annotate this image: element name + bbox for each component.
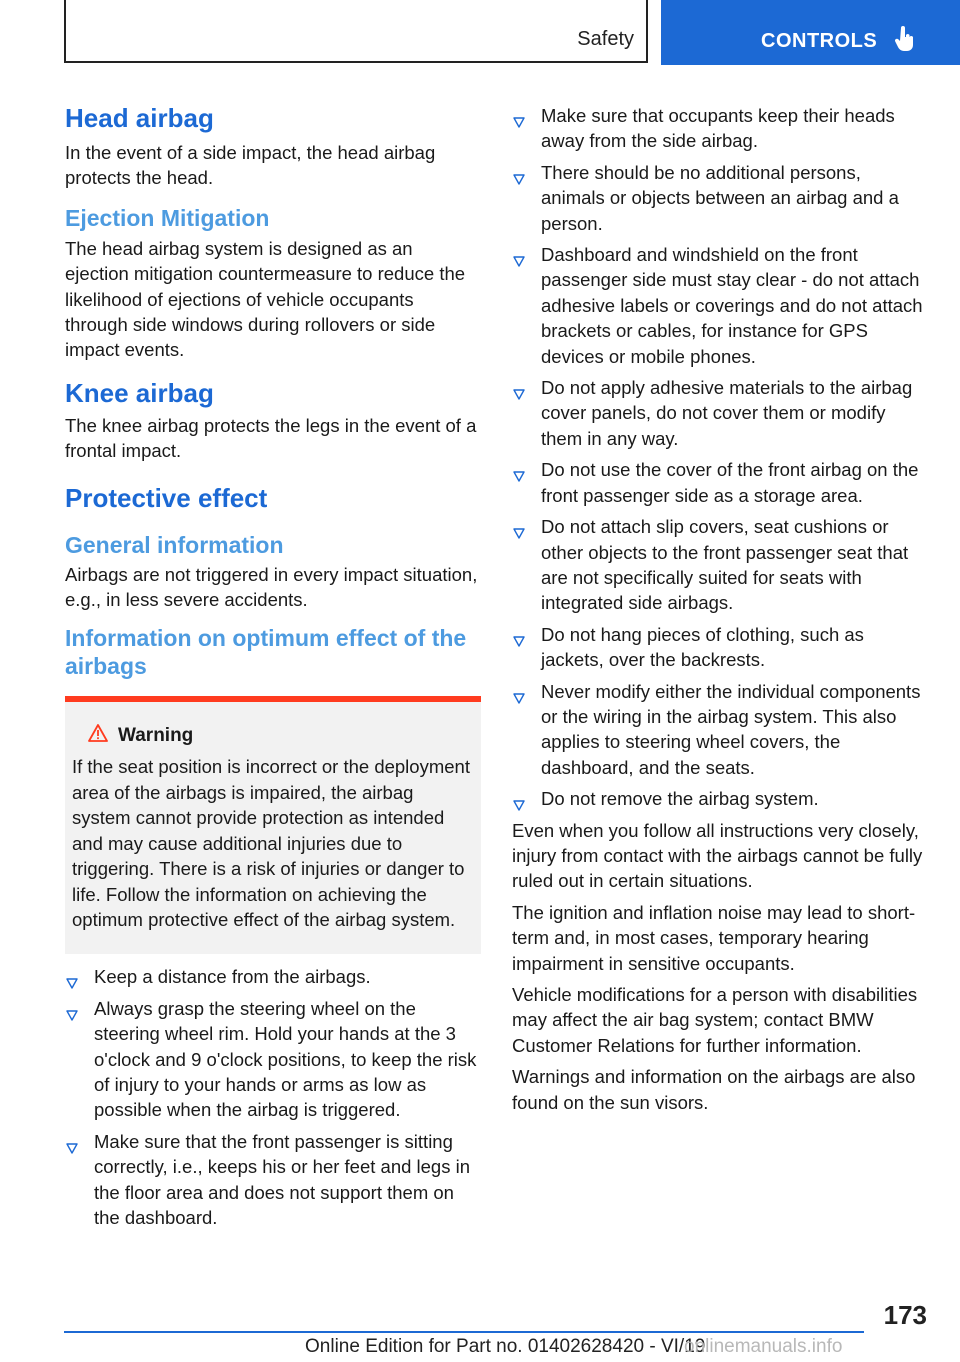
bullet-triangle-icon [513, 685, 525, 710]
list-item-text: Make sure that the front passenger is sitting correctly, i.e., keeps his or her feet and legs in the floor area and does not support them on the dashboard. [94, 1130, 471, 1228]
list-item-text: Do not apply adhesive materials to the airbag cover panels, do not cover them or modify them in any way. [541, 377, 913, 449]
list-item-text: Never modify either the individual components or the wiring in the airbag system. This also applies to steering wheel covers, the dashboard, and the seats. [541, 680, 921, 778]
right-column [512, 103, 928, 1115]
list-item [512, 242, 928, 369]
heading-head-airbag: Head airbag [65, 103, 214, 133]
footer-watermark: onlinemanuals.info [684, 1336, 843, 1357]
list-item [512, 375, 928, 451]
warning-box [65, 696, 481, 954]
text-general-information: Airbags are not triggered in every impact situation, e.g., in less severe accidents. [65, 563, 478, 611]
bullet-triangle-icon [513, 628, 525, 653]
list-item [65, 964, 481, 989]
paragraph-sun-visors: Warnings and information on the airbags are also found on the sun visors. [512, 1066, 916, 1113]
list-item [512, 514, 928, 616]
heading-ejection-mitigation: Ejection Mitigation [65, 204, 270, 231]
list-item [65, 1129, 481, 1231]
list-item [512, 679, 928, 781]
bullet-triangle-icon [66, 1002, 78, 1027]
bullet-triangle-icon [66, 970, 78, 995]
bullet-triangle-icon [513, 248, 525, 273]
list-item-text: Do not remove the airbag system. [541, 788, 819, 810]
bullet-triangle-icon [513, 109, 525, 134]
warning-title-row [88, 724, 473, 748]
heading-knee-airbag: Knee airbag [65, 377, 214, 408]
left-bullet-list [65, 964, 481, 1230]
hand-pointer-icon [895, 26, 915, 57]
bullet-triangle-icon [513, 520, 525, 545]
header-chapter-tab [661, 0, 960, 65]
list-item [512, 786, 928, 811]
list-item-text: Do not use the cover of the front airbag on the front passenger side as a storage area. [541, 459, 919, 506]
warning-triangle-icon [88, 724, 108, 748]
bullet-triangle-icon [513, 463, 525, 488]
list-item [512, 622, 928, 673]
footer-edition-text: Online Edition for Part no. 01402628420 - VI/19 [305, 1336, 706, 1357]
list-item-text: Always grasp the steering wheel on the steering wheel rim. Hold your hands at the 3 o'clock and 9 o'clock positions, to keep the risk of injury to your hands or arms as low as possible when the airbag is triggered. [94, 997, 477, 1121]
bullet-triangle-icon [513, 792, 525, 817]
header-section-box [64, 0, 648, 63]
header-section-title: Safety [577, 28, 634, 50]
paragraph-noise-note: The ignition and inflation noise may lead to short-term and, in most cases, temporary hearing impairment in sensitive occupants. [512, 901, 916, 974]
list-item [512, 103, 928, 154]
paragraph-injury-note: Even when you follow all instructions very closely, injury from contact with the airbags cannot be fully ruled out in certain situations. [512, 819, 923, 892]
list-item-text: Dashboard and windshield on the front passenger side must stay clear - do not attach adhesive labels or coverings and do not attach brackets or cables, for instance for GPS devices or mobile phones. [541, 244, 923, 367]
list-item-text: There should be no additional persons, animals or objects between an airbag and a person. [541, 161, 899, 234]
list-item-text: Do not attach slip covers, seat cushions or other objects to the front passenger seat that are not specifically suited for seats with integrated side airbags. [541, 516, 909, 614]
heading-protective-effect: Protective effect [65, 482, 268, 513]
warning-text: If the seat position is incorrect or the deployment area of the airbags is impaired, the airbag system cannot provide protection as intended and may cause additional injuries due to triggering. There is a risk of injuries or danger to life. Follow the information on achieving the optimum protective effect of the airbag system. [72, 756, 470, 930]
heading-general-information: General information [65, 531, 284, 558]
paragraph-vehicle-modifications: Vehicle modifications for a person with disabilities may affect the air bag system; contact BMW Customer Relations for further information. [512, 984, 918, 1056]
bullet-triangle-icon [66, 1135, 78, 1160]
list-item [512, 160, 928, 236]
footer-rule [64, 1331, 864, 1333]
text-ejection-mitigation: The head airbag system is designed as an ejection mitigation countermeasure to reduce the likelihood of ejections of vehicle occupants through side windows during rollovers or side impact events. [65, 237, 466, 361]
right-bullet-list [512, 103, 928, 812]
bullet-triangle-icon [513, 381, 525, 406]
warning-title: Warning [118, 725, 194, 747]
heading-optimum-effect: Information on optimum effect of the airbags [65, 625, 467, 680]
list-item-text: Make sure that occupants keep their heads away from the side airbag. [541, 105, 895, 152]
left-column [65, 100, 481, 1236]
text-knee-airbag: The knee airbag protects the legs in the event of a frontal impact. [65, 414, 477, 462]
bullet-triangle-icon [513, 166, 525, 191]
list-item [512, 457, 928, 508]
text-head-airbag: In the event of a side impact, the head airbag protects the head. [65, 142, 436, 189]
list-item-text: Do not hang pieces of clothing, such as jackets, over the backrests. [541, 623, 864, 671]
header-chapter-label: CONTROLS [761, 30, 878, 52]
list-item [65, 996, 481, 1123]
list-item-text: Keep a distance from the airbags. [94, 966, 371, 988]
page-number: 173 [883, 1300, 927, 1330]
